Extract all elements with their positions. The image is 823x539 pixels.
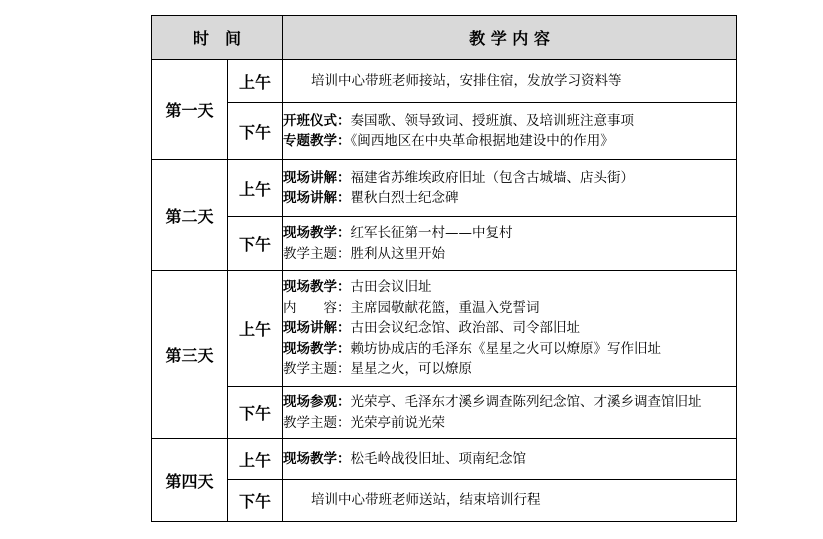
header-time: 时 间 (152, 16, 283, 60)
content-line: 开班仪式：奏国歌、领导致词、授班旗、及培训班注意事项 (283, 112, 635, 129)
day3-am-content (283, 271, 737, 387)
day2-label: 第二天 (152, 160, 228, 271)
day4-pm-row (152, 480, 737, 522)
day2-am-label: 上午 (228, 160, 283, 217)
day1-am-row (152, 60, 737, 103)
content-line: 内 容：主席园敬献花篮，重温入党誓词 (283, 299, 540, 316)
content-line: 专题教学：《闽西地区在中央革命根据地建设中的作用》 (283, 133, 614, 149)
day1-pm-content (283, 103, 737, 160)
header-row (152, 16, 737, 60)
day4-am-content (283, 439, 737, 480)
day4-am-label: 上午 (228, 439, 283, 480)
content-line: 教学主题：胜利从这里开始 (283, 245, 446, 262)
day4-label: 第四天 (152, 439, 228, 522)
day3-pm-row (152, 387, 737, 439)
day1-label: 第一天 (152, 60, 228, 160)
day3-am-label: 上午 (228, 271, 283, 387)
day4-am-row (152, 439, 737, 480)
content-line: 现场讲解：古田会议纪念馆、政治部、司令部旧址 (283, 320, 581, 337)
day2-pm-row (152, 217, 737, 271)
day1-am-label: 上午 (228, 60, 283, 103)
day2-pm-label: 下午 (228, 217, 283, 271)
day2-pm-content (283, 217, 737, 271)
day1-pm-row (152, 103, 737, 160)
day2-am-row (152, 160, 737, 217)
day3-am-row (152, 271, 737, 387)
content-line: 现场教学：赖坊协成店的毛泽东《星星之火可以燎原》写作旧址 (283, 340, 662, 357)
content-line: 现场教学：古田会议旧址 (283, 279, 432, 296)
content-line: 现场讲解：瞿秋白烈士纪念碑 (283, 190, 459, 206)
content-line: 培训中心带班老师送站，结束培训行程 (311, 492, 541, 509)
header-content: 教 学 内 容 (283, 16, 737, 60)
content-line: 培训中心带班老师接站，安排住宿，发放学习资料等 (311, 72, 622, 89)
day4-pm-label: 下午 (228, 480, 283, 522)
schedule-table (151, 15, 737, 522)
content-line: 教学主题：星星之火，可以燎原 (283, 361, 473, 378)
content-line: 现场教学：红军长征第一村——中复村 (283, 225, 513, 241)
content-line: 现场教学：松毛岭战役旧址、项南纪念馆 (283, 450, 527, 467)
day4-pm-content (283, 480, 737, 522)
day1-am-content (283, 60, 737, 103)
day2-am-content (283, 160, 737, 217)
day3-pm-label: 下午 (228, 387, 283, 439)
content-line: 现场参观：光荣亭、毛泽东才溪乡调查陈列纪念馆、才溪乡调查馆旧址 (283, 394, 702, 410)
day3-pm-content (283, 387, 737, 439)
content-line: 现场讲解：福建省苏维埃政府旧址（包含古城墙、店头街） (283, 169, 635, 186)
day3-label: 第三天 (152, 271, 228, 439)
day1-pm-label: 下午 (228, 103, 283, 160)
content-line: 教学主题：光荣亭前说光荣 (283, 414, 446, 431)
